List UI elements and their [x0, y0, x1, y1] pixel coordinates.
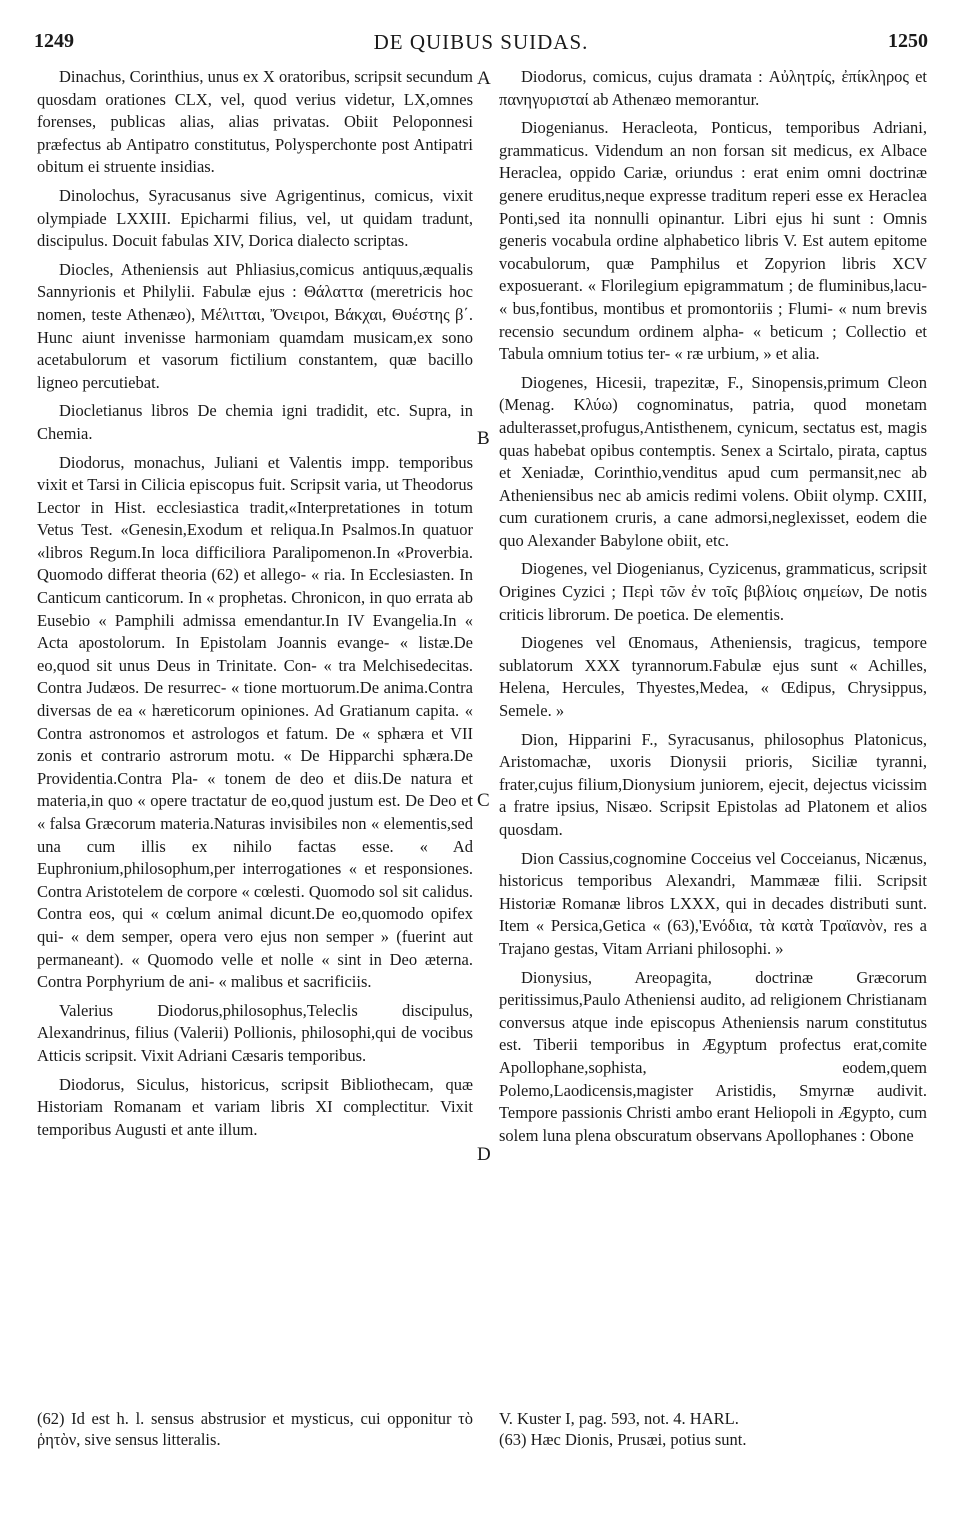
- entry-dionysius-areopagita: Dionysius, Areopagita, doctrinæ Græcorum peritissimus,Paulo Atheniensi audito, ad religionem Christianam conversus atque inde episcopus Atheniensis narum constitutus est. Tiberii temporibus in Ægyptum profectus erat,comite Apollophane,sophista, eodem,quem Polemo,Laodicensis,magister Aristidis, Smyrnæ audivit. Tempore passionis Christi ambo erant Heliopoli in Ægypto, cum solem luna plena obscuratum observans Apollophanes : Obone: [499, 967, 927, 1145]
- entry-diogenes-sinopensis: Diogenes, Hicesii, trapezitæ, F., Sinopensis,primum Cleon (Menag. Κλύω) cognominatus, patria, quod monetam adulterasset,profugus,Antisthenem, cynicum, sectatus est, magis quas habebat opibus contemptis. Senex a Scirtalo, pirata, captus et Xeniadæ, Corinthio,venditus apud cum permansit,nec ab Atheniensibus nec ab amicis redimi volens. Obiit olymp. CXIII, cum curationem cruris, a cane admorsi,neglexisset, eodem die quo Alexander Babylone obiit, etc.: [499, 372, 927, 550]
- entry-diodorus-siculus: Diodorus, Siculus, historicus, scripsit Bibliothecam, quæ Historiam Romanam et variam libris XI complectitur. Vixit temporibus Augusti et ante illum.: [37, 1074, 473, 1139]
- left-column: [37, 66, 473, 1147]
- entry-diogenes-cyzicenus: Diogenes, vel Diogenianus, Cyzicenus, grammaticus, scripsit Origines Cyzici ; Περὶ τῶν ἐν τοῖς βιβλίοις σημείων, De notis criticis librorum. De poetica. De elementis.: [499, 559, 927, 624]
- margin-letter-d: D: [477, 1144, 491, 1165]
- entry-dion: Dion, Hipparini F., Syracusanus, philosophus Platonicus, Aristomachæ, uxoris Dionysii prioris, Siciliæ tyranni, frater,cujus filium,Dionysium juniorem, ejecit, dejectus vicissim a fratre ipsius, Nisæo. Scripsit Epistolas ad Platonem et alios quosdam.: [499, 729, 927, 839]
- right-column: [499, 66, 927, 1153]
- entry-diocletianus: Diocletianus libros De chemia igni tradidit, etc. Supra, in Chemia.: [37, 401, 473, 443]
- page-number-right: 1250: [888, 30, 928, 52]
- entry-dion-cassius: Dion Cassius,cognomine Cocceius vel Cocceianus, Nicænus, historicus temporibus Alexandri, Mammææ filii. Scripsit Historiæ Romanæ libros LXXX, qui in decades distributi sunt. Item « Persica,Getica « (63),'Ενόδια, τὰ κατὰ Τραϊανὸν, res a Trajano gestas, Vitam Arriani philosophi. »: [499, 848, 927, 958]
- footnote-kuster: V. Kuster I, pag. 593, not. 4. HARL.: [499, 1409, 739, 1428]
- page-number-left: 1249: [34, 30, 74, 52]
- margin-letter-c: C: [477, 790, 490, 811]
- footnote-63: (63) Hæc Dionis, Prusæi, potius sunt.: [499, 1430, 747, 1449]
- entry-diogenes-oenomaus: Diogenes vel Œnomaus, Atheniensis, tragicus, tempore sublatorum XXX tyrannorum.Fabulæ ejus sunt « Achilles, Helena, Hercules, Thyestes,Medea, « Œdipus, Chrysippus, Semele. »: [499, 633, 927, 721]
- entry-dinachus: Dinachus, Corinthius, unus ex X oratoribus, scripsit secundum quosdam orationes CLX, vel, quod verius videtur, LX,omnes forenses, publicas alias, alias privatas. Obiit Peloponnesi præfectus ab Antipatro constitutus, Polysperchonte post Antipatri obitum ei struente insidias.: [37, 67, 473, 177]
- entry-dinolochus: Dinolochus, Syracusanus sive Agrigentinus, comicus, vixit olympiade LXXIII. Epicharmi filius, vel, ut quidam tradunt, discipulus. Docuit fabulas XIV, Dorica dialecto scriptas.: [37, 185, 473, 251]
- margin-letter-a: A: [477, 68, 491, 89]
- entry-diogenianus: Diogenianus. Heracleota, Ponticus, temporibus Adriani, grammaticus. Videndum an non forsan sit medicus, ex Albace Heraclea, oppido Cariæ, oriundus : erat enim omni doctrinæ genere eruditus,neque expresse traditum reperi esse ex Heraclea Ponti,sed ita nonnulli opinantur. Libri ejus hi sunt : Omnis generis vocabula ordine alphabetico libris V. Est autem epitome vocabulorum, quæ Pamphilus et Zopyrion libris XCV exposuerant. « Florilegium epigrammatum ; de fluminibus,lacu- « bus,fontibus, montibus et promontoriis ; Flumi- « num brevis recensio secundum ordinem alpha- « beticum ; Collectio et Tabula omnium totius ter- « ræ urbium, » et alia.: [499, 118, 927, 364]
- running-header: [34, 30, 928, 60]
- entry-diodorus-comicus: Diodorus, comicus, cujus dramata : Αὐλητρίς, ἐπίκληρος et πανηγυρισταί ab Athenæo memorantur.: [499, 67, 927, 109]
- footnotes-right: [499, 1408, 927, 1450]
- entry-diocles: Diocles, Atheniensis aut Phliasius,comicus antiquus,æqualis Sannyrionis et Philylii. Fabulæ ejus : Θάλαττα (meretricis hoc nomen, teste Athenæo), Μέλιτται, Ὄνειροι, Βάκχαι, Θυέστης β΄. Hunc aiunt invenisse harmoniam quamdam musicam,ex sono acetabulorum et vasorum fictilium constantem, quæ bacillo ligneo percutiebat.: [37, 259, 473, 392]
- margin-letter-b: B: [477, 428, 490, 449]
- running-title: DE QUIBUS SUIDAS.: [373, 30, 589, 54]
- footnotes-left: [37, 1408, 473, 1450]
- entry-valerius-diodorus: Valerius Diodorus,philosophus,Teleclis discipulus, Alexandrinus, filius (Valerii) Pollionis, philosophi,qui de vocibus Atticis scripsit. Vixit Adriani Cæsaris temporibus.: [37, 1000, 473, 1065]
- entry-diodorus-monachus: Diodorus, monachus, Juliani et Valentis impp. temporibus vixit et Tarsi in Cilicia episcopus fuit. Scripsit varia, ut Theodorus Lector in Hist. ecclesiastica tradit,«Interpretationes in totum Vetus Test. «Genesin,Exodum et reliqua.In Psalmos.In quatuor «libros Regum.In loca difficiliora Paralipomenon.In «Proverbia. Quomodo differat theoria (62) et allego- « ria. In Ecclesiasten. In Canticum canticorum. In « prophetas. Chronicon, in quo errata ab Eusebio « Pamphili admissa emendantur.In IV Evangelia.In « Acta apostolorum. In Epistolam Joannis evange- « listæ.De eo,quod sit unus Deus in Trinitate. Con- « tra Melchisedecitas. Contra Judæos. De resurrec- « tione mortuorum.De anima.Contra diversas de ea « hæreticorum opiniones. Ad Gratianum capita. « Contra astronomos et astrologos et fatum. De « sphæra et VII zonis et contrario astrorum motu. « De Hipparchi sphæra.De Providentia.Contra Pla- « tonem de deo et diis.De natura et materia,in quo « opere tractatur de eo,quod justum est. De Deo et « falsa Græcorum materia.Naturas invisibiles non « elementis,sed una cum illis ex nihilo factas esse. « Ad Euphronium,philosophum,per interrogationes « et responsiones. Contra Aristotelem de corpore « cœlesti. Quomodo sol sit calidus. Contra eos, qui « cœlum animal dicunt.De eo,quomodo opifex qui- « dem semper, opera vero ejus non semper » (fuerint aut permaneant). « Quomodo velle et nolle « sint in Deo æterna. Contra Porphyrium de ani- « malibus et sacrificiis.: [37, 452, 473, 992]
- footnote-62: (62) Id est h. l. sensus abstrusior et mysticus, cui opponitur τὸ ῥητὸν, sive sensus litteralis.: [37, 1409, 473, 1449]
